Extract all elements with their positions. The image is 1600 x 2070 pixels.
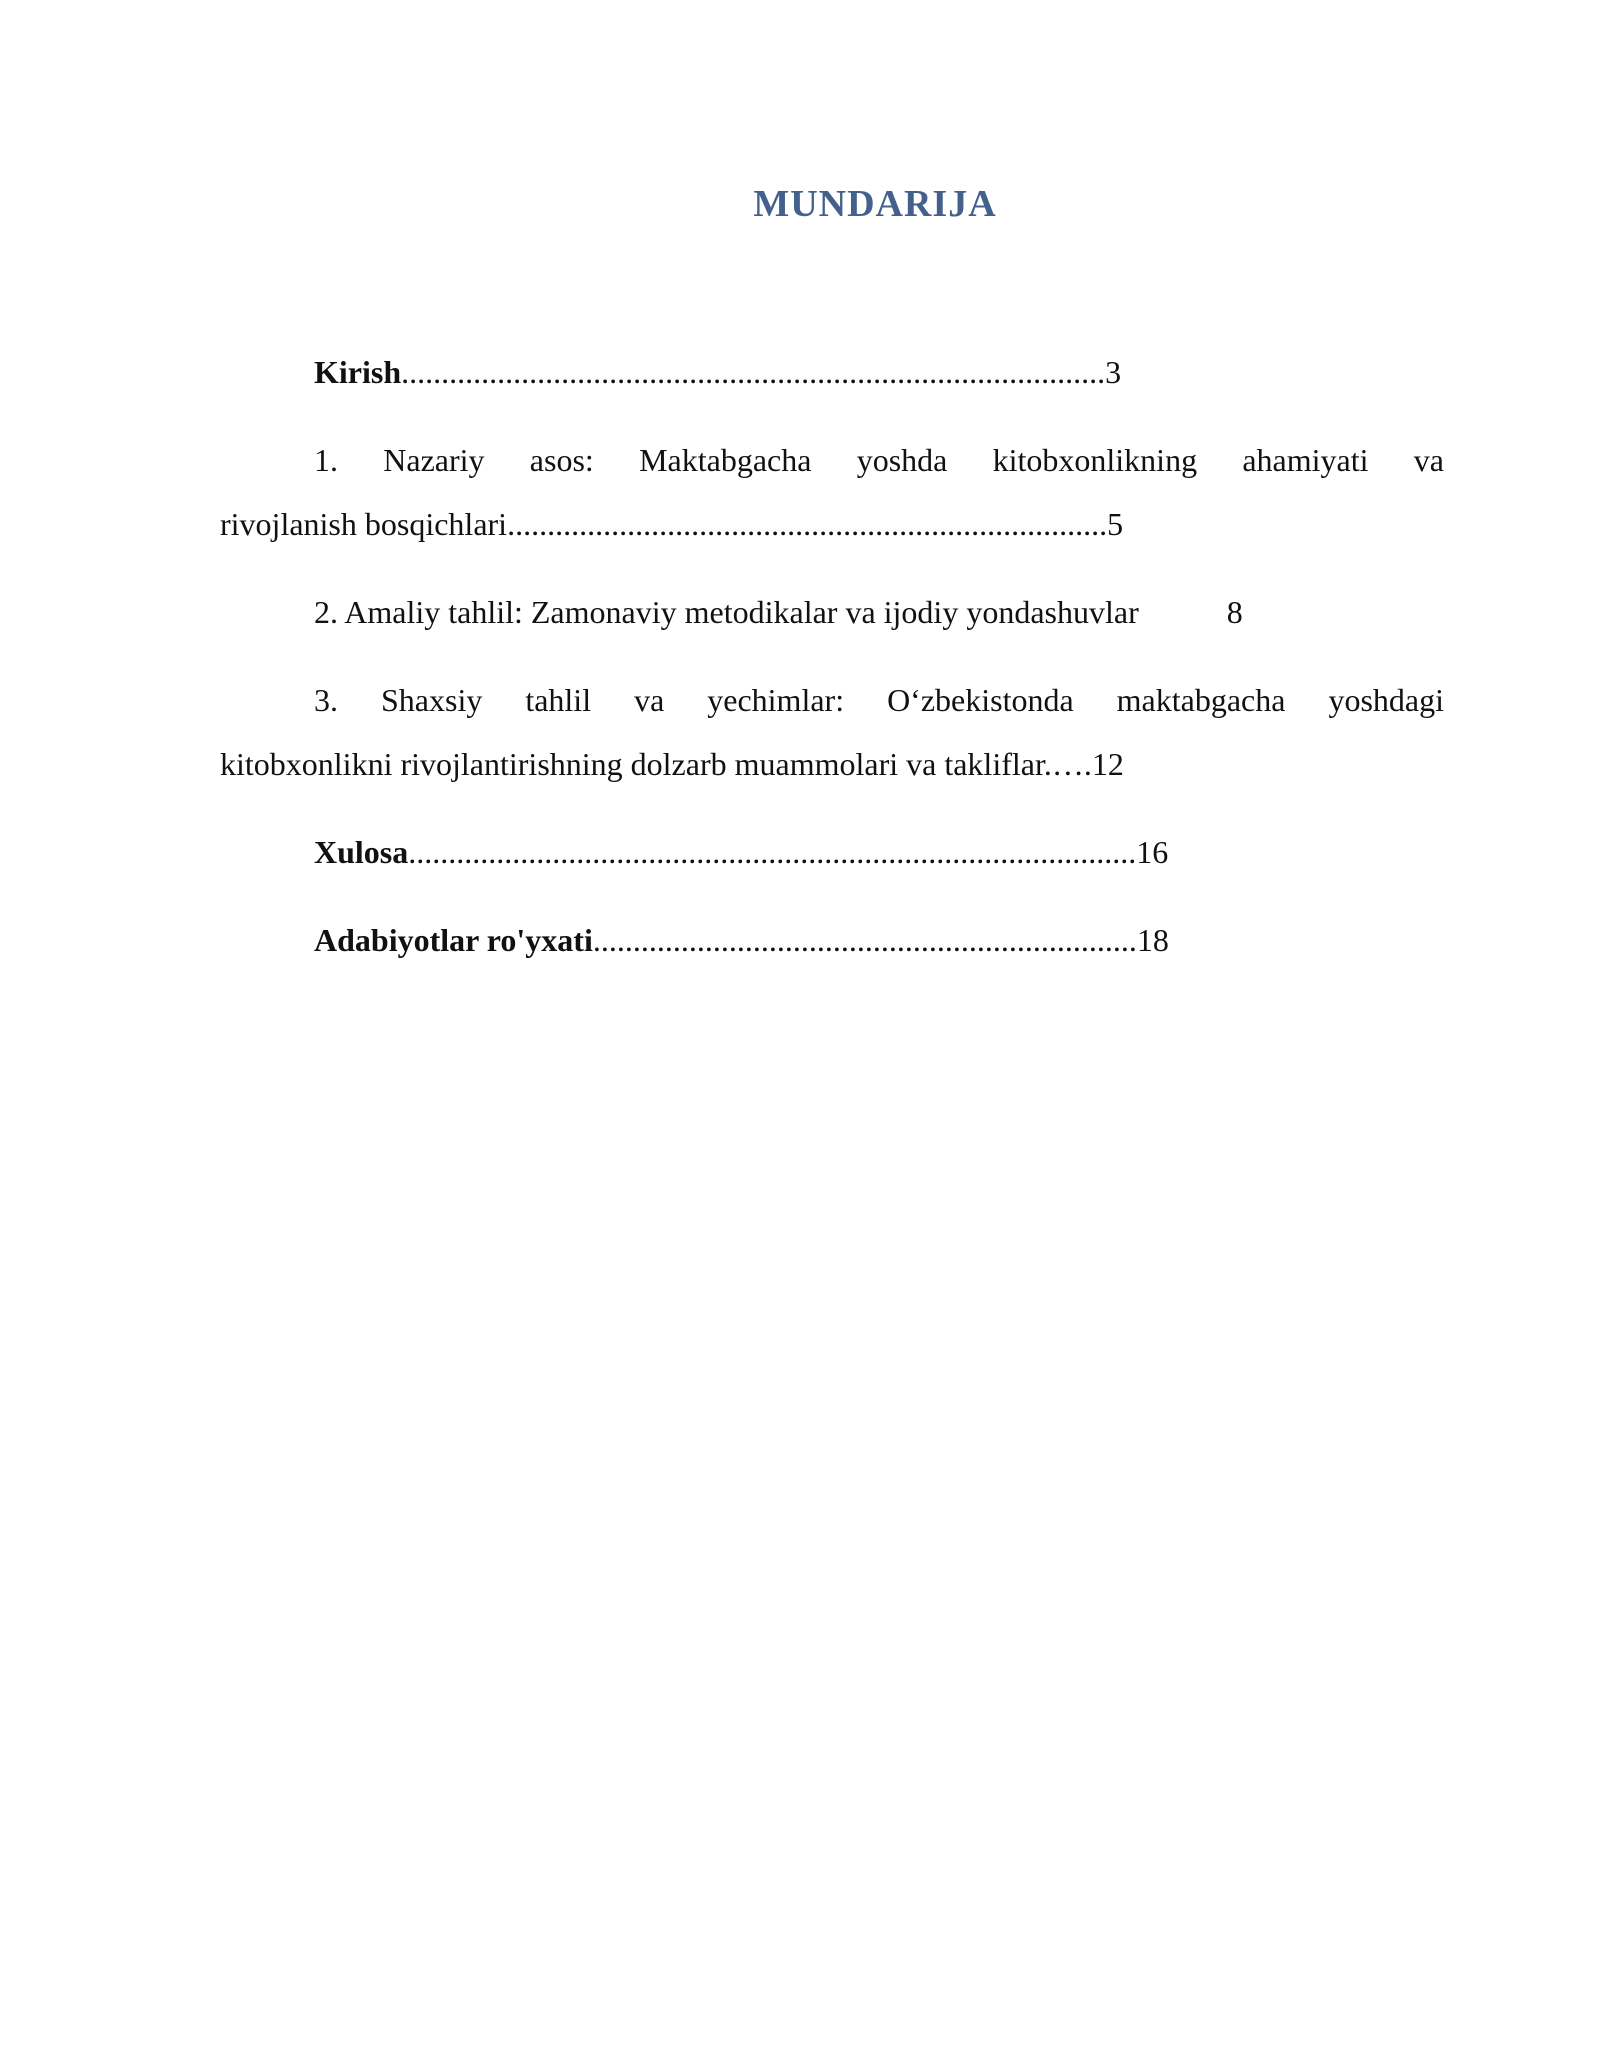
- table-of-contents: [220, 340, 1444, 996]
- toc-entry-adabiyotlar[interactable]: [220, 908, 1444, 972]
- toc-page-number: 3: [1105, 354, 1122, 390]
- toc-word: O‘zbekistonda: [887, 682, 1074, 718]
- toc-word: asos:: [529, 442, 594, 478]
- toc-entry-label: 2. Amaliy tahlil: Zamonaviy metodikalar va ijodiy yondashuvlar: [314, 594, 1139, 630]
- toc-word: Shaxsiy: [380, 682, 483, 718]
- toc-entry-shaxsiy-tahlil[interactable]: [220, 668, 1444, 796]
- toc-entry-label: Xulosa: [314, 834, 409, 870]
- toc-leader-dots: ........................................................................................: [401, 354, 1106, 390]
- page-title: MUNDARIJA: [753, 183, 997, 225]
- toc-word: 1.: [314, 442, 338, 478]
- toc-leader-dots: ...........................................................................................: [408, 834, 1137, 870]
- toc-word: yoshda: [856, 442, 948, 478]
- toc-line: [220, 820, 1444, 884]
- toc-word: maktabgacha: [1116, 682, 1286, 718]
- toc-page-number: 8: [1226, 594, 1243, 630]
- toc-line: [220, 492, 1444, 556]
- toc-entry-amaliy-tahlil[interactable]: [220, 580, 1444, 644]
- toc-entry-xulosa[interactable]: [220, 820, 1444, 884]
- toc-word: yoshdagi: [1328, 682, 1444, 718]
- toc-entry-label: rivojlanish bosqichlari: [220, 506, 508, 542]
- toc-entry-label: Kirish: [314, 354, 402, 390]
- toc-line: [220, 908, 1444, 972]
- toc-word: ahamiyati: [1242, 442, 1369, 478]
- toc-page-number: 12: [1091, 746, 1124, 782]
- toc-page-number: 16: [1136, 834, 1169, 870]
- toc-word: Nazariy: [383, 442, 485, 478]
- toc-leader-dots: ...........................................................................: [507, 506, 1108, 542]
- toc-word: tahlil: [525, 682, 592, 718]
- toc-word: 3.: [314, 682, 338, 718]
- toc-entry-kirish[interactable]: [220, 340, 1444, 404]
- toc-line: [220, 340, 1444, 404]
- toc-word: va: [1413, 442, 1444, 478]
- toc-entry-label: kitobxonlikni rivojlantirishning dolzarb muammolari va takliflar.: [220, 746, 1052, 782]
- toc-word: kitobxonlikning: [992, 442, 1198, 478]
- toc-line-justified: [220, 668, 1444, 732]
- toc-entry-nazariy-asos[interactable]: [220, 428, 1444, 556]
- toc-word: yechimlar:: [707, 682, 845, 718]
- toc-leader-dots: ….: [1051, 746, 1092, 782]
- toc-entry-label: Adabiyotlar ro'yxati: [314, 922, 593, 958]
- toc-page-number: 5: [1107, 506, 1124, 542]
- toc-line: [220, 732, 1444, 796]
- toc-line-justified: [220, 428, 1444, 492]
- toc-page-number: 18: [1136, 922, 1169, 958]
- toc-leader-dots: ....................................................................: [592, 922, 1137, 958]
- toc-word: va: [634, 682, 665, 718]
- toc-line: [220, 580, 1444, 644]
- toc-word: Maktabgacha: [639, 442, 812, 478]
